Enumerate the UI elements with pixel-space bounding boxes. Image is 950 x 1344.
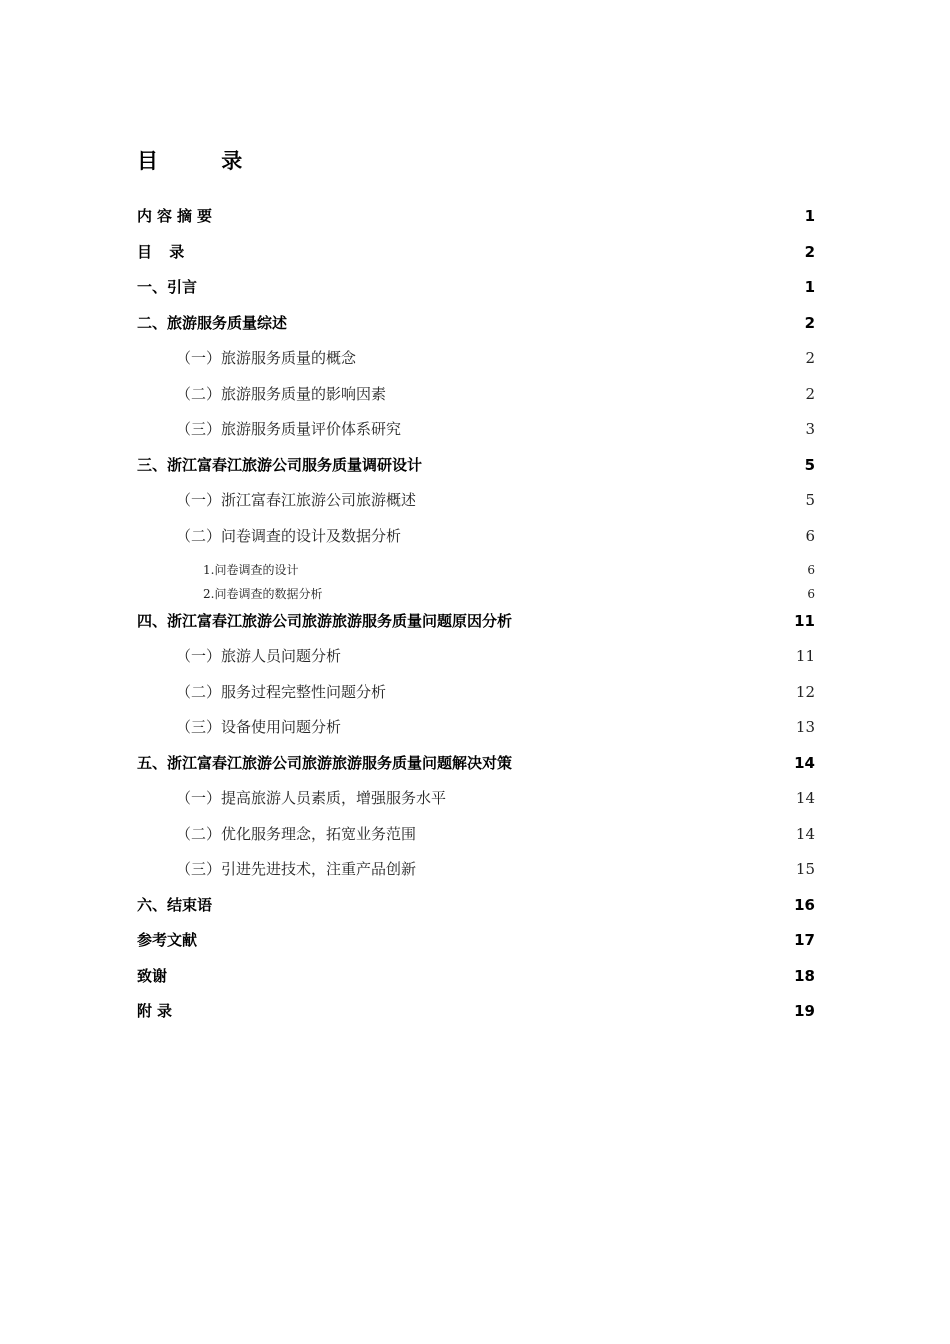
toc-page-number: 2 [805, 385, 815, 403]
toc-page-number: 2 [805, 349, 815, 367]
toc-entry[interactable] [176, 820, 815, 844]
toc-entry-label: 四、浙江富春江旅游公司旅游旅游服务质量问题原因分析 [137, 612, 513, 630]
toc-entry[interactable] [137, 451, 815, 475]
toc-entry[interactable] [203, 560, 815, 578]
toc-entry-label: （二）旅游服务质量的影响因素 [176, 385, 387, 403]
toc-page-number: 18 [794, 967, 815, 985]
toc-page-number: 6 [807, 563, 815, 577]
toc-entry[interactable] [137, 607, 815, 631]
toc-entry[interactable] [176, 486, 815, 510]
toc-entry-label: （一）旅游服务质量的概念 [176, 349, 357, 367]
toc-entry[interactable] [137, 749, 815, 773]
toc-page-number: 17 [794, 931, 815, 949]
toc-entry[interactable] [176, 415, 815, 439]
toc-entry-label: 1.问卷调查的设计 [203, 563, 299, 577]
toc-entry[interactable] [137, 997, 815, 1021]
toc-page-number: 5 [805, 491, 815, 509]
toc-entry-label: 2.问卷调查的数据分析 [203, 587, 323, 601]
toc-page-number: 19 [794, 1002, 815, 1020]
toc-entry[interactable] [176, 344, 815, 368]
toc-entry-label: 六、结束语 [137, 896, 213, 914]
toc-page-number: 1 [804, 278, 815, 296]
toc-entry-label: 目 录 [137, 243, 191, 261]
toc-page-number: 6 [805, 527, 815, 545]
toc-page-number: 2 [804, 243, 815, 261]
toc-entry-label: （一）旅游人员问题分析 [176, 647, 342, 665]
toc-entry[interactable] [176, 642, 815, 666]
toc-entry-label: 二、旅游服务质量综述 [137, 314, 288, 332]
toc-entry-label: （三）旅游服务质量评价体系研究 [176, 420, 402, 438]
toc-entry[interactable] [137, 891, 815, 915]
toc-entry-label: （二）服务过程完整性问题分析 [176, 683, 387, 701]
toc-page-number: 1 [804, 207, 815, 225]
toc-entry-label: 附录 [137, 1002, 178, 1020]
toc-entry[interactable] [203, 584, 815, 602]
toc-entry-label: （三）引进先进技术，注重产品创新 [176, 860, 417, 878]
toc-entry-label: 一、引言 [137, 278, 198, 296]
toc-entry-label: （一）提高旅游人员素质，增强服务水平 [176, 789, 447, 807]
toc-entry[interactable] [137, 202, 815, 226]
toc-entry[interactable] [176, 713, 815, 737]
toc-page-number: 11 [795, 647, 815, 665]
toc-entry[interactable] [176, 380, 815, 404]
toc-page-number: 15 [795, 860, 815, 878]
toc-page-number: 14 [795, 789, 815, 807]
toc-entry[interactable] [137, 238, 815, 262]
toc-entry[interactable] [176, 855, 815, 879]
toc-entry-label: （三）设备使用问题分析 [176, 718, 342, 736]
toc-entry-label: （二）问卷调查的设计及数据分析 [176, 527, 402, 545]
toc-entry[interactable] [137, 926, 815, 950]
toc-entry[interactable] [176, 678, 815, 702]
toc-entry[interactable] [137, 273, 815, 297]
toc-entry[interactable] [137, 309, 815, 333]
toc-page-number: 14 [794, 754, 815, 772]
toc-page-number: 13 [795, 718, 815, 736]
toc-page-number: 11 [794, 612, 815, 630]
toc-page-number: 5 [804, 456, 815, 474]
toc-entry-label: 参考文献 [137, 931, 198, 949]
toc-entry[interactable] [176, 784, 815, 808]
toc-title: 目 录 [137, 148, 271, 173]
toc-page-number: 12 [795, 683, 815, 701]
toc-entry[interactable] [137, 962, 815, 986]
toc-page-number: 16 [794, 896, 815, 914]
toc-page-number: 14 [795, 825, 815, 843]
toc-entry-label: 三、浙江富春江旅游公司服务质量调研设计 [137, 456, 423, 474]
toc-page-number: 3 [805, 420, 815, 438]
toc-page-number: 6 [807, 587, 815, 601]
toc-entry-label: 内容摘要 [137, 207, 218, 225]
toc-page-number: 2 [804, 314, 815, 332]
toc-entry-label: 致谢 [137, 967, 168, 985]
toc-entry-label: （二）优化服务理念，拓宽业务范围 [176, 825, 417, 843]
toc-entry[interactable] [176, 522, 815, 546]
toc-entry-label: 五、浙江富春江旅游公司旅游旅游服务质量问题解决对策 [137, 754, 513, 772]
toc-entry-label: （一）浙江富春江旅游公司旅游概述 [176, 491, 417, 509]
